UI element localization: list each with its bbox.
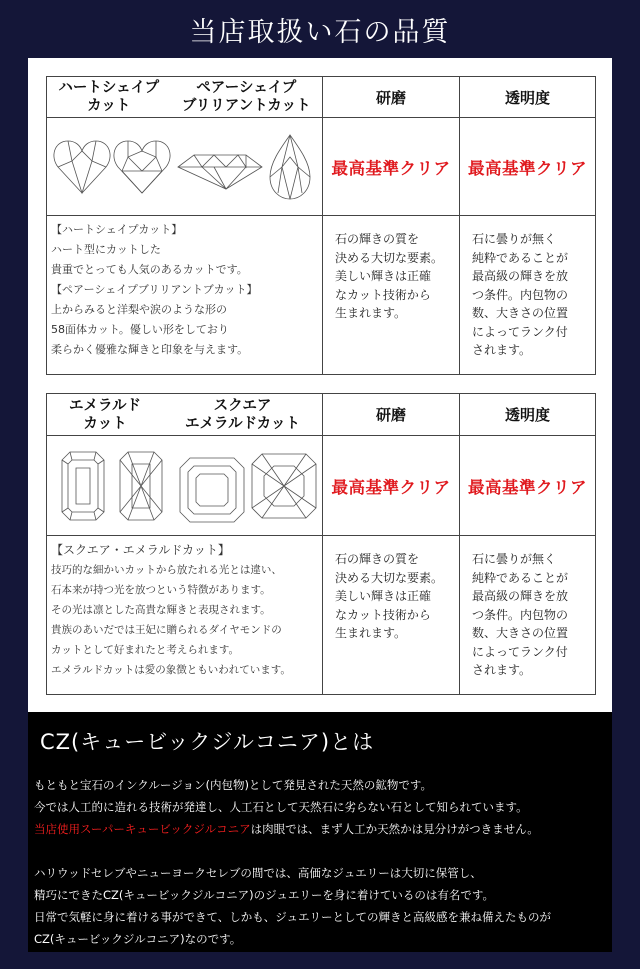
cz-title: CZ(キュービックジルコニア)とは — [40, 730, 375, 754]
cz-line: 当店使用スーパーキュービックジルコニアは肉眼では、まず人工か天然かは見分けがつきません。 — [34, 822, 539, 836]
page-title — [0, 0, 640, 58]
heart-cut-label: ハートシェイプ カット — [58, 80, 160, 114]
cut-description: 【スクエア・エメラルドカット】 技巧的な細かいカットから放たれる光とは違い、 石本来が持つ光を放つという特徴があります。 その光は凛とした高貴な輝きと表現されます。 貴族のあいだでは王妃に贈られるダイヤモンドの カットとして好まれたと考えられます。 エメラルドカットは愛の象徴ともいわれています。 — [47, 536, 323, 695]
cz-line: 今では人工的に造れる技術が発達し、人工石として天然石に劣らない石として知られています。 — [34, 800, 528, 814]
quality-table-heart-pear — [46, 76, 596, 375]
cut-description: 【ハートシェイプカット】 ハート型にカットした 貴重でとっても人気のあるカットです。 【ペアーシェイプブリリアントブカット】 上からみると洋梨や涙のような形の 58面体カット。優しい形をしており 柔らかく優雅な輝きと印象を与えます。 — [47, 216, 323, 375]
cz-section — [28, 712, 612, 952]
polish-header: 研磨 — [323, 77, 460, 118]
polish-grade: 最高基準クリア — [323, 436, 460, 536]
cz-line: ハリウッドセレブやニューヨークセレブの間では、高価なジュエリーは大切に保管し、 — [34, 866, 482, 880]
clarity-description: 石に曇りが無く 純粋であることが 最高級の輝きを放 つ条件。内包物の 数、大きさの位置 によってランク付 されます。 — [460, 216, 596, 375]
cz-line: もともと宝石のインクルージョン(内包物)として発見された天然の鉱物です。 — [34, 778, 433, 792]
pear-cut-label: ペアーシェイプ ブリリアントカット — [181, 80, 311, 114]
cz-line: CZ(キュービックジルコニア)なのです。 — [34, 932, 242, 946]
emerald-cut-label: エメラルド カット — [68, 397, 142, 432]
cz-line: 日常で気軽に身に着ける事ができて、しかも、ジュエリーとしての輝きと高級感を兼ね備えたものが — [34, 910, 552, 924]
clarity-header: 透明度 — [460, 394, 596, 436]
gem-illustrations — [47, 118, 323, 216]
emerald-gems-illustration — [50, 446, 320, 526]
cut-type-header — [47, 394, 323, 436]
clarity-grade: 最高基準クリア — [460, 118, 596, 216]
clarity-grade: 最高基準クリア — [460, 436, 596, 536]
cut-type-header — [47, 77, 323, 118]
clarity-description: 石に曇りが無く 純粋であることが 最高級の輝きを放 つ条件。内包物の 数、大きさの位置 によってランク付 されます。 — [460, 536, 596, 695]
page-title-text: 当店取扱い石の品質 — [189, 16, 451, 48]
cz-line: 精巧にできたCZ(キュービックジルコニア)のジュエリーを身に着けているのは有名です。 — [34, 888, 494, 902]
cz-body — [34, 774, 610, 950]
quality-table-emerald — [46, 393, 596, 695]
polish-header: 研磨 — [323, 394, 460, 436]
clarity-header: 透明度 — [460, 77, 596, 118]
polish-description: 石の輝きの質を 決める大切な要素。 美しい輝きは正確 なカット技術から 生まれます。 — [323, 536, 460, 695]
gem-illustrations — [47, 436, 323, 536]
square-emerald-cut-label: スクエア エメラルドカット — [185, 397, 301, 432]
heart-pear-gems-illustration — [50, 127, 320, 207]
polish-grade: 最高基準クリア — [323, 118, 460, 216]
polish-description: 石の輝きの質を 決める大切な要素。 美しい輝きは正確 なカット技術から 生まれます。 — [323, 216, 460, 375]
cz-highlight: 当店使用スーパーキュービックジルコニア — [34, 822, 251, 836]
